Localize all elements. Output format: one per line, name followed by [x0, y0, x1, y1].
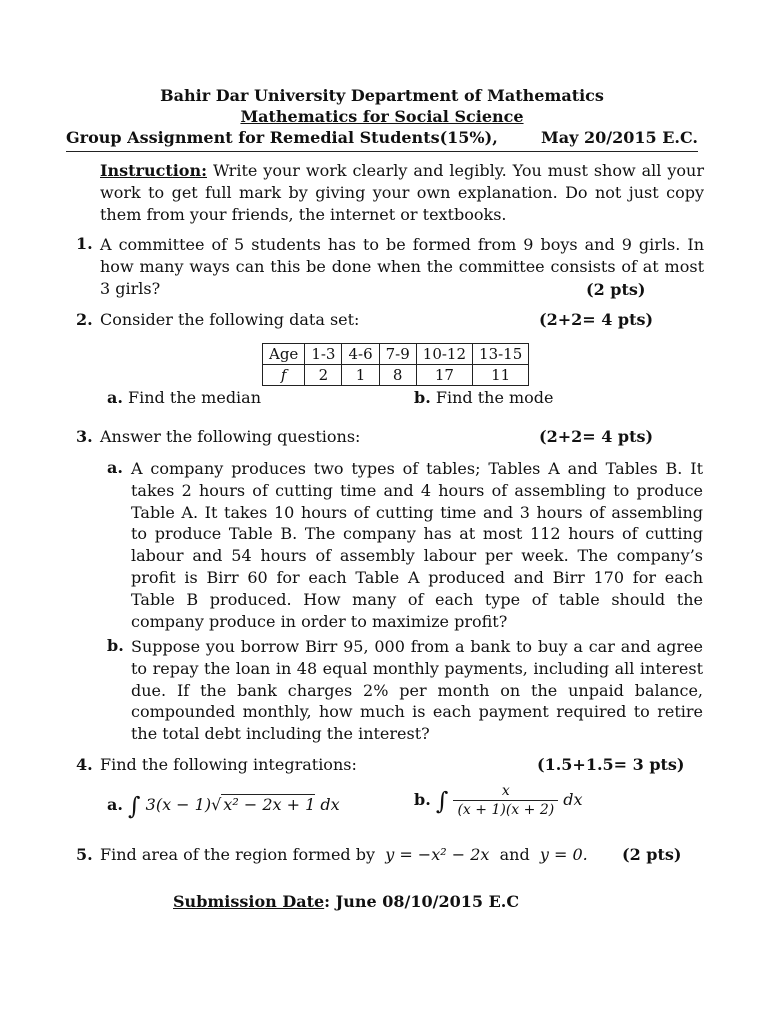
instruction-text: Write your work clearly and legibly. You must show all your work to get full mark by giving your own explanation. Do not just copy them from your friends, the internet or textbooks.: [100, 161, 704, 224]
table-cell: 13-15: [473, 344, 529, 365]
question-2a: [107, 388, 261, 407]
question-4b-label: b.: [414, 790, 431, 809]
question-3a-text: A company produces two types of tables; Tables A and Tables B. It takes 2 hours of cutting time and 4 hours of assembling to produce Table A. It takes 10 hours of cutting time and 3 hours of assembling to produce Table B. The company has at most 112 hours of cutting labour and 54 hours of assembly labour per week. The company’s profit is Birr 60 for each Table A produced and Birr 170 for each Table B produced. How many of each type of table should the company produce in order to maximize profit?: [131, 459, 703, 631]
university-title: Bahir Dar University Department of Mathematics: [160, 86, 604, 105]
table-cell: 8: [379, 365, 416, 386]
fraction-numerator: x: [501, 783, 510, 799]
question-4-number: 4.: [76, 755, 93, 774]
table-cell: 7-9: [379, 344, 416, 365]
question-1-text: A committee of 5 students has to be formed from 9 boys and 9 girls. In how many ways can this be done when the committee consists of at most 3 girls?: [100, 235, 704, 298]
instruction-label: Instruction:: [100, 161, 207, 180]
question-2a-label: a.: [107, 388, 123, 407]
question-3-text: Answer the following questions:: [100, 427, 361, 446]
differential: dx: [320, 795, 340, 814]
assignment-name: Group Assignment for Remedial Students(15%),: [66, 128, 498, 147]
question-5-text: [100, 845, 588, 864]
question-3-points: (2+2= 4 pts): [539, 427, 654, 446]
question-3b-label: b.: [107, 636, 124, 655]
question-3-number: 3.: [76, 427, 93, 446]
question-1-number: 1.: [76, 234, 93, 253]
integral-sign: ∫: [435, 787, 449, 815]
question-2-number: 2.: [76, 310, 93, 329]
course-title: Mathematics for Social Science: [240, 107, 524, 126]
question-3b-text: Suppose you borrow Birr 95, 000 from a bank to buy a car and agree to repay the loan in 48 equal monthly payments, including all interest due. If the bank charges 2% per month on the unpaid balance, compounded monthly, how much is each payment required to retire the total debt including the interest?: [131, 637, 703, 744]
submission-value: June 08/10/2015 E.C: [335, 892, 520, 911]
table-cell: 17: [416, 365, 472, 386]
table-cell: 4-6: [342, 344, 379, 365]
equation-parabola: y = −x² − 2x: [385, 845, 490, 864]
table-cell: f: [263, 365, 305, 386]
question-2b-text: Find the mode: [435, 388, 554, 407]
radical-sign: √: [211, 795, 222, 814]
table-cell: 1-3: [305, 344, 342, 365]
question-2-text: Consider the following data set:: [100, 310, 360, 329]
instruction-paragraph: [100, 160, 704, 225]
question-2a-text: Find the median: [128, 388, 262, 407]
integrand-coefficient: 3(x − 1): [145, 795, 212, 814]
table-row: [263, 365, 529, 386]
question-1-points: (2 pts): [586, 280, 646, 299]
question-2-points: (2+2= 4 pts): [539, 310, 654, 329]
question-5-prompt: Find area of the region formed by: [100, 845, 376, 864]
age-frequency-table: [262, 343, 529, 386]
question-5-number: 5.: [76, 845, 93, 864]
fraction: [453, 782, 558, 819]
question-2b: [414, 388, 554, 407]
table-row: [263, 344, 529, 365]
submission-colon: :: [324, 892, 331, 911]
differential: dx: [563, 790, 583, 809]
question-5-points: (2 pts): [622, 845, 682, 864]
table-cell: 10-12: [416, 344, 472, 365]
integral-sign: ∫: [128, 792, 141, 820]
submission-date: [173, 892, 519, 911]
question-3a-label: a.: [107, 458, 123, 477]
assignment-date: May 20/2015 E.C.: [541, 128, 698, 147]
radicand: x² − 2x + 1: [223, 795, 316, 814]
question-4-text: Find the following integrations:: [100, 755, 357, 774]
assignment-title: [66, 128, 698, 147]
question-4-points: (1.5+1.5= 3 pts): [537, 755, 685, 774]
question-4b: [414, 782, 583, 819]
question-4a-label: a.: [107, 795, 123, 814]
table-cell: 11: [473, 365, 529, 386]
question-4a: [107, 792, 340, 820]
fraction-denominator: (x + 1)(x + 2): [453, 800, 558, 819]
equation-line: y = 0.: [539, 845, 588, 864]
table-cell: 1: [342, 365, 379, 386]
header-rule: [66, 151, 698, 152]
table-cell: Age: [263, 344, 305, 365]
question-2b-label: b.: [414, 388, 431, 407]
table-cell: 2: [305, 365, 342, 386]
conjunction: and: [499, 845, 530, 864]
submission-label: Submission Date: [173, 892, 325, 911]
